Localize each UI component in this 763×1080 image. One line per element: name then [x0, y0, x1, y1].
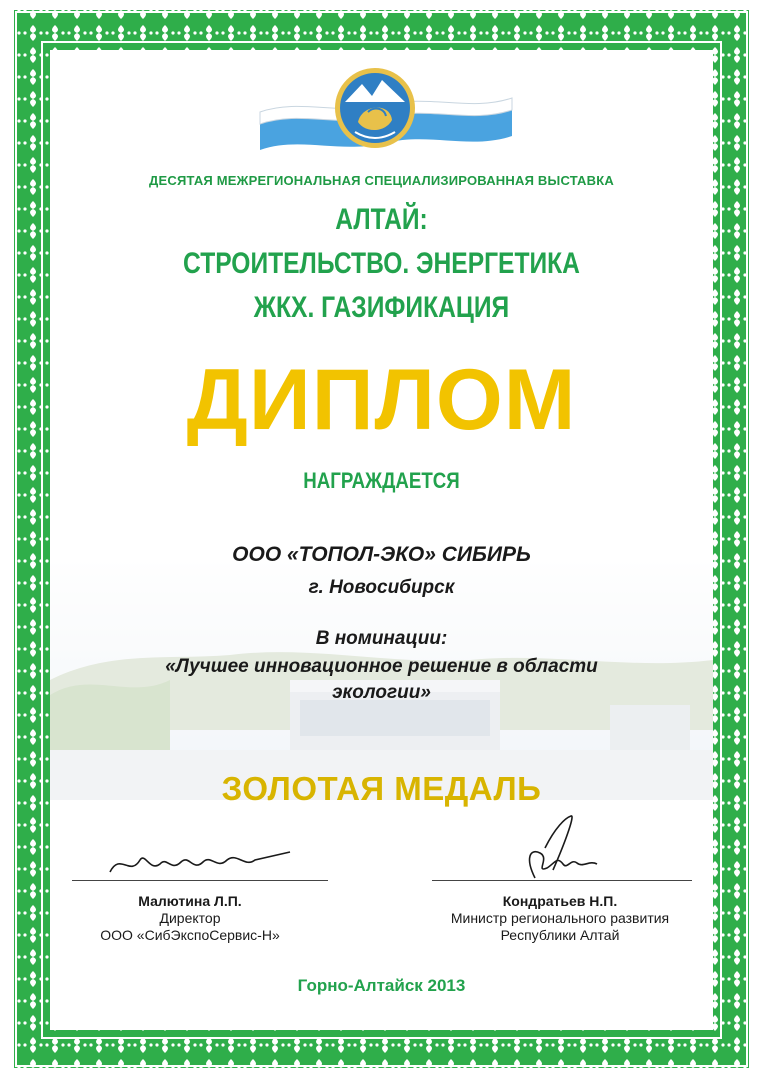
signatory-right-organization: Республики Алтай — [500, 927, 620, 943]
signature-left — [105, 842, 295, 882]
exhibition-name: ДЕСЯТАЯ МЕЖРЕГИОНАЛЬНАЯ СПЕЦИАЛИЗИРОВАННАЯ ВЫСТАВКА — [149, 173, 614, 188]
signatory-left-name: Малютина Л.П. — [138, 893, 242, 909]
awarded-label: НАГРАЖДАЕТСЯ — [303, 468, 460, 493]
nomination-line-2: экологии» — [332, 682, 431, 703]
signatory-right — [410, 893, 710, 944]
nomination-label: В номинации: — [315, 628, 448, 649]
signature-line-right — [432, 880, 692, 881]
signature-right — [505, 808, 615, 888]
nomination-line-1: «Лучшее инновационное решение в области — [165, 656, 598, 677]
altai-emblem — [250, 62, 520, 157]
footer-place-year: Горно-Алтайск 2013 — [297, 976, 466, 995]
award-title: ЗОЛОТАЯ МЕДАЛЬ — [221, 770, 542, 807]
signatory-left — [40, 893, 340, 944]
signature-line-left — [72, 880, 328, 881]
signatory-right-position: Министр регионального развития — [450, 910, 670, 926]
diploma-heading: ДИПЛОМ — [186, 352, 577, 448]
recipient-city: г. Новосибирск — [308, 577, 455, 598]
title-line-1: АЛТАЙ: — [335, 203, 428, 236]
signatory-left-organization: ООО «СибЭкспоСервис-Н» — [100, 927, 280, 943]
signatory-right-name: Кондратьев Н.П. — [502, 893, 618, 909]
nomination-text — [50, 654, 713, 706]
exhibition-title — [110, 198, 654, 330]
recipient-company: ООО «ТОПОЛ-ЭКО» СИБИРЬ — [232, 543, 531, 566]
title-line-3: ЖКХ. ГАЗИФИКАЦИЯ — [253, 291, 510, 324]
title-line-2: СТРОИТЕЛЬСТВО. ЭНЕРГЕТИКА — [183, 247, 580, 280]
signatory-left-position: Директор — [159, 910, 221, 926]
